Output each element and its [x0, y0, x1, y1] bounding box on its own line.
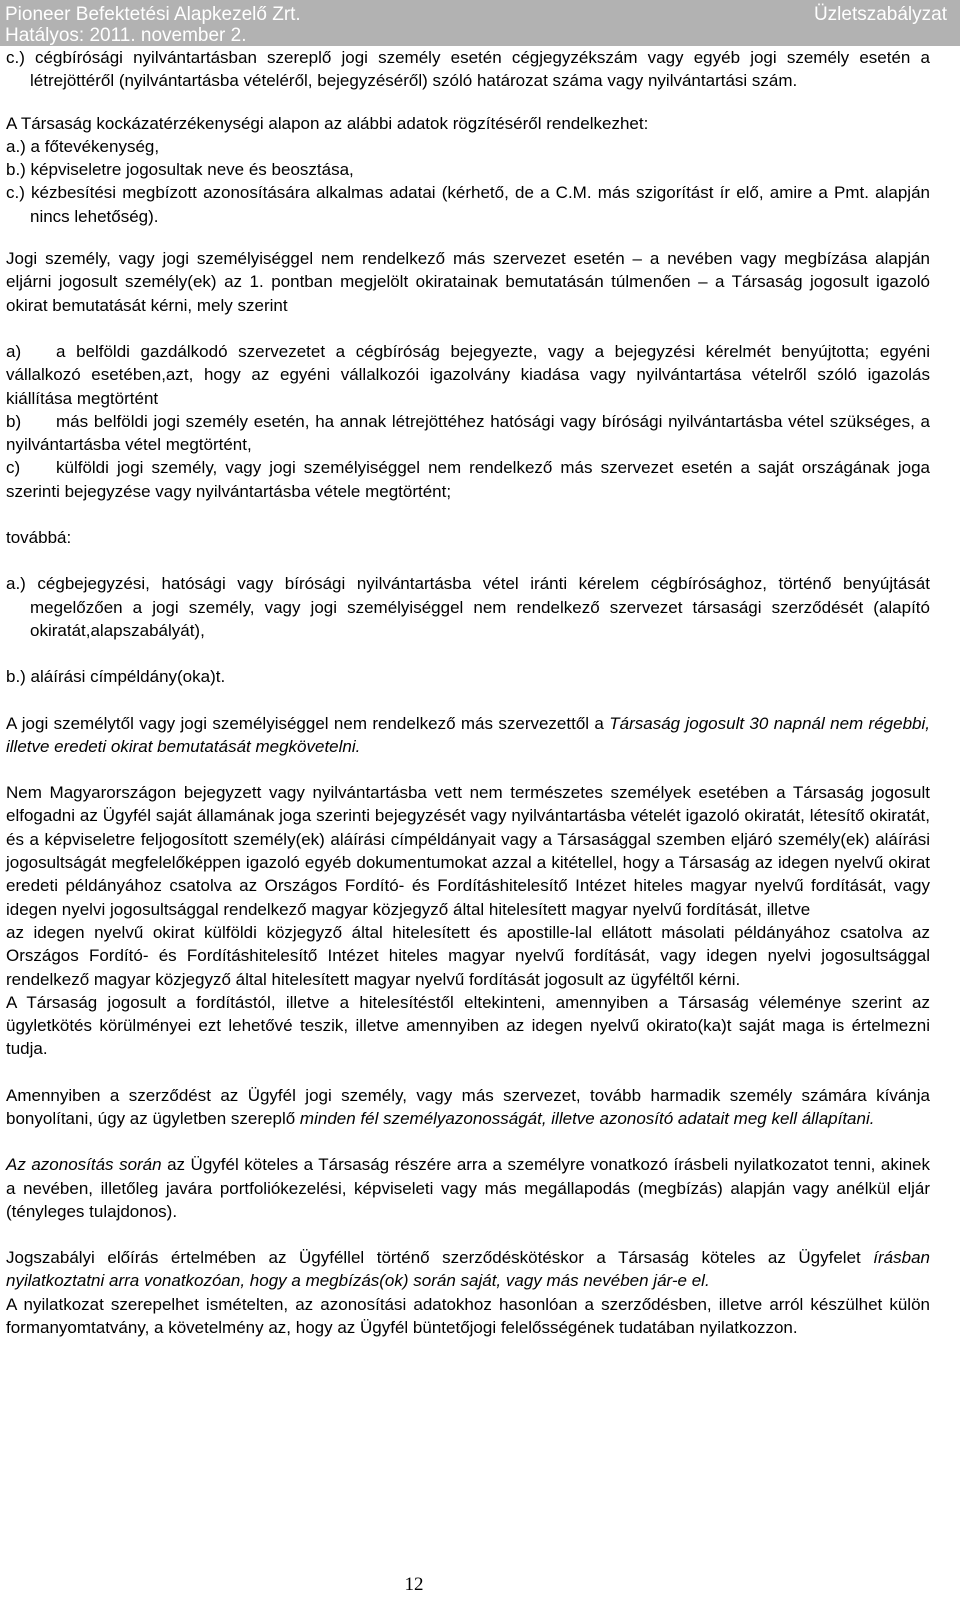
- case-text: külföldi jogi személy, vagy jogi személyiséggel nem rendelkező más szervezet esetén a saját országának joga szerinti bejegyzése vagy nyilvántartásba vétele megtörtént;: [6, 458, 930, 501]
- paragraph-legal-requirement: [6, 1246, 930, 1293]
- further-label: továbbá:: [6, 528, 72, 548]
- case-label: c): [6, 458, 21, 478]
- paragraph-registry-number: c.) cégbírósági nyilvántartásban szereplő jogi személy esetén cégjegyzékszám vagy egyéb jogi személy esetén a létrejöttéről (nyilvántartásba vételéről, bejegyzéséről) szóló határozat száma vagy nyilvántartási szám.: [6, 48, 930, 91]
- text-plain: az Ügyfél köteles a Társaság részére arra a személyre vonatkozó írásbeli nyilatkozatot tenni, akinek a nevében, illetőleg javára portfoliókezelési, képviseleti vagy más megállapodás (megbízás) alapján vagy anélkül eljár (tényleges tulajdonos).: [6, 1155, 930, 1221]
- page-number: 12: [404, 1574, 424, 1595]
- list-item-case-b: [6, 410, 930, 457]
- case-label: b): [6, 411, 22, 431]
- text-italic: Az azonosítás során: [6, 1155, 162, 1175]
- text-italic: írásban nyilatkoztatni arra vonatkozóan, hogy a megbízás(ok) során saját, vagy más nevében jár-e el.: [6, 1248, 930, 1291]
- paragraph-30-days: [6, 712, 930, 759]
- list-item-further-a: a.) cégbejegyzési, hatósági vagy bírósági nyilvántartásba vétel iránti kérelem cégbírósághoz, történő benyújtását megelőzően a jogi személy, vagy jogi személyiséggel nem rendelkező szervezet társasági szerződését (alapító okiratát,alapszabályát),: [6, 574, 930, 640]
- paragraph-foreign-entities: Nem Magyarországon bejegyzett vagy nyilvántartásba vett nem természetes személyek esetében a Társaság jogosult elfogadni az Ügyfél saját államának joga szerinti bejegyzését vagy nyilvántartásba vételét igazoló okiratát, létesítő okiratát, és a képviseletre feljogosított személy(ek) aláírási címpéldányait vagy a Társasággal szemben eljáró személy(ek) aláírási jogosultságát megfelelőképpen igazoló egyéb dokumentumokat azzal a kitétellel, hogy a Társaság az idegen nyelvű okirat eredeti példányához csatolva az Országos Fordító- és Fordításhitelesítő Intézet hiteles magyar nyelvű fordítását, vagy idegen nyelvi jogosultsággal rendelkező magyar közjegyző által hitelesített magyar nyelvű fordítását, illetve: [6, 783, 930, 919]
- text-italic: Társaság jogosult 30 napnál nem régebbi, illetve eredeti okirat bemutatását megkövetelni.: [6, 713, 930, 756]
- case-text: más belföldi jogi személy esetén, ha annak létrejöttéhez hatósági vagy bírósági nyilvántartásba vétel szükséges, a nyilvántartásba vétel megtörtént,: [6, 411, 930, 455]
- paragraph-foreign-apostille: az idegen nyelvű okirat külföldi közjegyző által hitelesített és apostille-lal ellátott másolati példányához csatolva az Országos Fordító- és Fordításhitelesítő Intézet hiteles magyar nyelvű fordítását, vagy idegen nyelvi jogosultsággal rendelkező magyar közjegyző által hitelesített magyar nyelvű fordítását jogosult az ügyféltől kérni.: [6, 922, 930, 989]
- case-text: a belföldi gazdálkodó szervezetet a cégbíróság bejegyezte, vagy a bejegyzési kérelmét benyújtotta; egyéni vállalkozó esetében,azt, hogy az egyéni vállalkozói igazolvány kiadása vagy nyilvántartása vételről szóló igazolás kiállítása megtörtént: [6, 341, 930, 408]
- text-italic: minden fél személyazonosságát, illetve azonosító adatait meg kell állapítani.: [299, 1108, 875, 1128]
- paragraph-declaration: A nyilatkozat szerepelhet ismételten, az azonosítási adatokhoz hasonlóan a szerződésben, illetve arról készülhet külön formanyomtatvány, a követelmény az, hogy az Ügyfél büntetőjogi felelősségének tudatában nyilatkozzon.: [6, 1294, 930, 1338]
- header-effective-date: Hatályos: 2011. november 2.: [5, 25, 247, 46]
- paragraph-translation-waiver: A Társaság jogosult a fordítástól, illetve a hitelesítéstől eltekinteni, amennyiben a Társaság véleménye szerint az ügyletkötés körülményei ezt lehetővé teszik, illetve amennyiben az idegen nyelvű okirato(ka)t saját maga is értelmezni tudja.: [6, 992, 930, 1059]
- list-item-risk-a: a.) a főtevékenység,: [6, 136, 160, 156]
- list-item-risk-c: c.) kézbesítési megbízott azonosítására alkalmas adatai (kérhető, de a C.M. más szigorítást ír elő, amire a Pmt. alapján nincs lehetőség).: [6, 183, 930, 226]
- list-item-case-a: [6, 340, 930, 410]
- paragraph-risk-intro: A Társaság kockázatérzékenységi alapon az alábbi adatok rögzítéséről rendelkezhet:: [6, 113, 649, 133]
- header-document-title: Üzletszabályzat: [813, 4, 947, 25]
- case-label: a): [6, 341, 22, 361]
- header-organization: Pioneer Befektetési Alapkezelő Zrt.: [5, 4, 301, 25]
- list-item-risk-b: b.) képviseletre jogosultak neve és beosztása,: [6, 160, 354, 180]
- page-footer: [0, 1574, 960, 1596]
- list-item-case-c: [6, 456, 930, 503]
- paragraph-identification: [6, 1153, 930, 1223]
- text-plain: A jogi személytől vagy jogi személyiséggel nem rendelkező más szervezettől a: [6, 713, 610, 733]
- text-plain: Amennyiben a szerződést az Ügyfél jogi személy, vagy más szervezet, tovább harmadik személy számára kívánja bonyolítani, úgy az ügyletben szereplő: [6, 1085, 930, 1128]
- text-plain: Jogszabályi előírás értelmében az Ügyféllel történő szerződéskötéskor a Társaság köteles az Ügyfelet: [6, 1248, 874, 1268]
- paragraph-legal-person: Jogi személy, vagy jogi személyiséggel nem rendelkező más szervezet esetén – a nevében vagy megbízása alapján eljárni jogosult személy(ek) az 1. pontban megjelölt okiratainak bemutatásán túlmenően – a Társaság jogosult igazoló okirat bemutatását kérni, mely szerint: [6, 249, 930, 315]
- list-item-further-b: b.) aláírási címpéldány(oka)t.: [6, 667, 226, 687]
- page-header: [0, 0, 960, 46]
- paragraph-third-party: [6, 1084, 930, 1131]
- document-body: [6, 46, 930, 1339]
